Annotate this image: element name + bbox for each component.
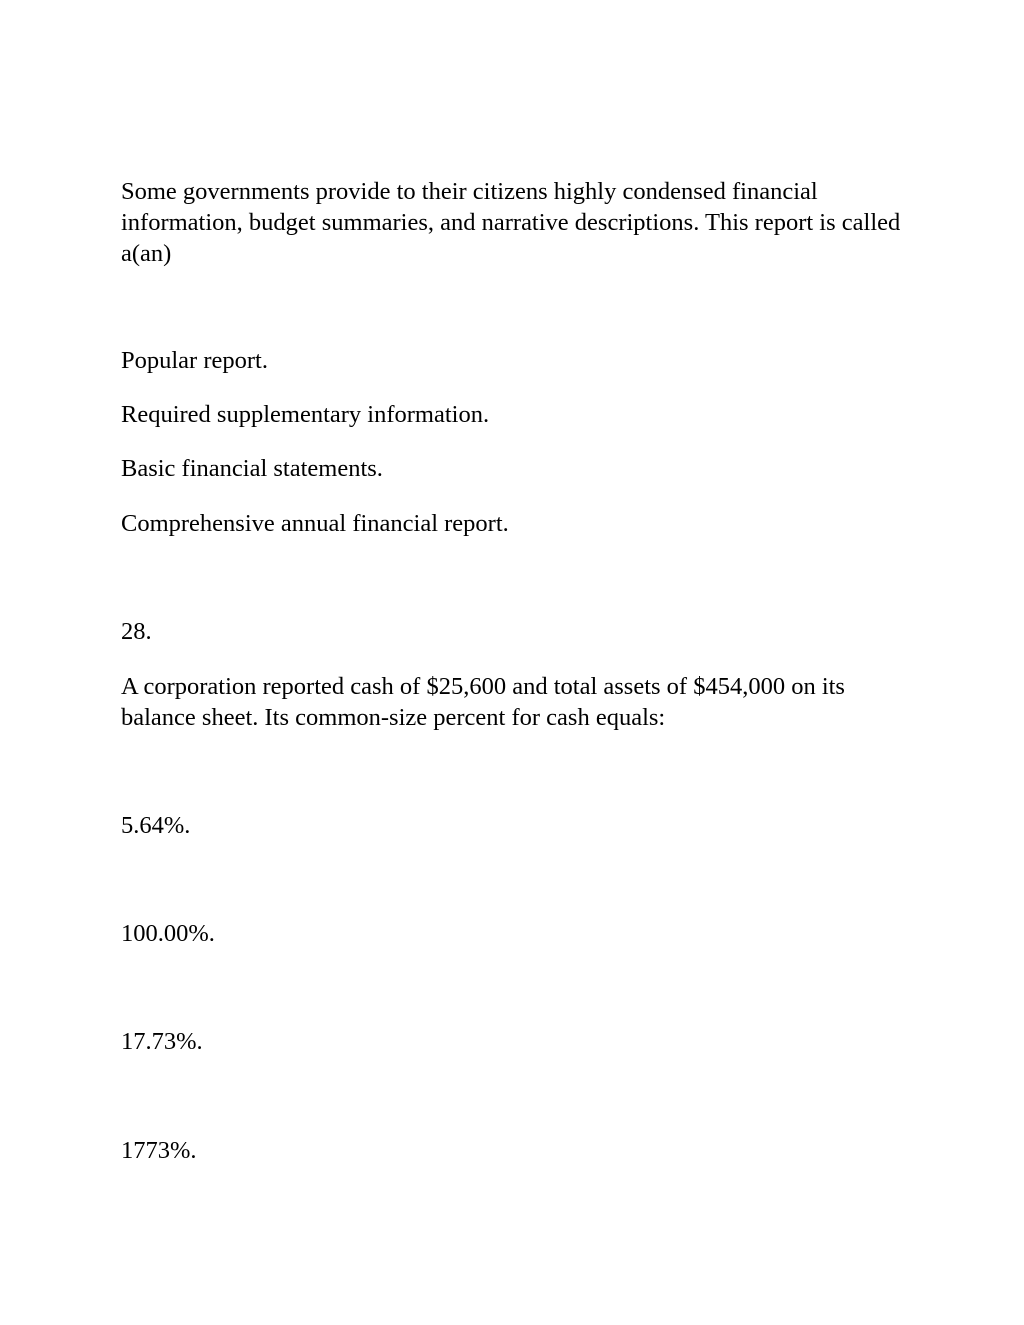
question-number: 28. [121, 618, 152, 645]
answer-option: 100.00%. [121, 920, 215, 947]
answer-option: Popular report. [121, 347, 268, 374]
question-text: A corporation reported cash of $25,600 and total assets of $454,000 on its balance sheet. Its common-size percent for cash equals: [121, 673, 845, 731]
answer-option: 1773%. [121, 1137, 197, 1164]
answer-option: 17.73%. [121, 1028, 203, 1055]
answer-option: Comprehensive annual financial report. [121, 510, 509, 537]
answer-option: Required supplementary information. [121, 401, 490, 428]
question-text: Some governments provide to their citizens highly condensed financial information, budget summaries, and narrative descriptions. This report is called a(an) [121, 178, 901, 267]
answer-option: Basic financial statements. [121, 455, 383, 482]
answer-option: 5.64%. [121, 812, 191, 839]
